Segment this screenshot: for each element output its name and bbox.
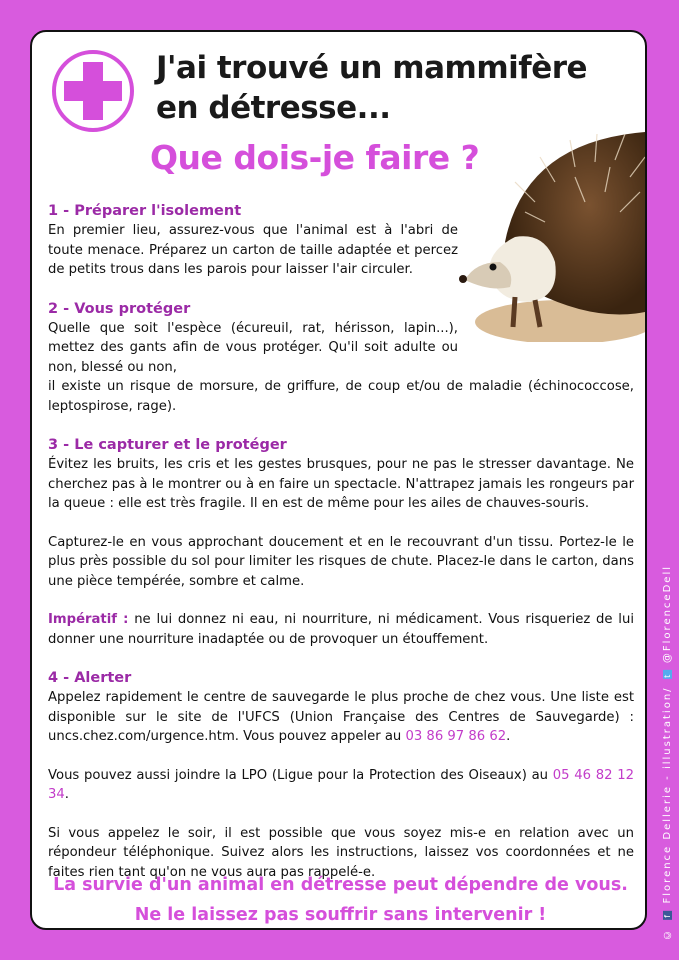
section-4-paragraph-2	[48, 766, 634, 805]
footer-message	[32, 870, 647, 930]
imperatif-text: ne lui donnez ni eau, ni nourriture, ni médicament. Vous risqueriez de lui donner une nourriture inadaptée ou de provoquer un étouffement.	[48, 612, 634, 647]
section-2-text-b: il existe un risque de morsure, de griffure, de coup et/ou de maladie (échinococcose, leptospirose, rage).	[48, 379, 634, 414]
facebook-icon: f	[663, 911, 672, 920]
twitter-icon: t	[663, 672, 672, 678]
section-3	[48, 436, 634, 649]
title-line-2: en détresse...	[156, 90, 391, 126]
section-3-paragraph-2: Capturez-le en vous approchant doucement et en le recouvrant d'un tissu. Portez-le le plus près possible du sol pour limiter les risques de chute. Placez-le dans le carton, dans une pièce tempérée, sombre et calme.	[48, 534, 634, 589]
footer-line-1: La survie d'un animal en détresse peut dépendre de vous.	[53, 875, 628, 895]
section-4-paragraph-1	[48, 688, 634, 747]
poster-card	[30, 30, 647, 930]
title-line-1: J'ai trouvé un mammifère	[156, 50, 588, 86]
imperatif-label: Impératif :	[48, 612, 129, 627]
footer-line-2: Ne le laissez pas souffrir sans intervenir !	[134, 905, 547, 925]
section-4-p2-end: .	[64, 787, 69, 802]
section-4	[48, 669, 634, 882]
section-3-title: 3 - Le capturer et le protéger	[48, 437, 287, 453]
page-subtitle: Que dois-je faire ?	[150, 138, 480, 177]
phone-number-lpo[interactable]: 05 46 82 12 34	[48, 767, 634, 802]
section-4-p1-end: .	[506, 729, 511, 744]
credit-name: Florence Dellerie - illustration/	[662, 686, 673, 904]
illustration-credit	[662, 565, 673, 940]
section-2-title: 2 - Vous protéger	[48, 300, 191, 317]
page-title	[156, 48, 636, 128]
section-4-p1-text: Appelez rapidement le centre de sauvegarde le plus proche de chez vous. Une liste est disponible sur le site de l'UFCS (Union Française des Centres de Sauvegarde) : uncs.chez.com/urgence.htm. Vous pouvez appeler au	[48, 690, 634, 744]
copyright-symbol: ©	[662, 927, 673, 940]
section-4-title: 4 - Alerter	[48, 670, 132, 686]
section-1-text: En premier lieu, assurez-vous que l'animal est à l'abri de toute menace. Préparez un carton de taille adaptée et percez de petits trous dans les parois pour laisser l'air circuler.	[48, 223, 458, 277]
section-4-p2-text: Vous pouvez aussi joindre la LPO (Ligue pour la Protection des Oiseaux) au	[48, 767, 553, 783]
section-1-title: 1 - Préparer l'isolement	[48, 203, 242, 219]
section-1	[48, 202, 634, 280]
content-body	[48, 202, 634, 882]
section-3-paragraph-1: Évitez les bruits, les cris et les gestes brusques, pour ne pas le stresser davantage. Ne cherchez pas à le montrer ou à en faire un spectacle. N'attrapez jamais les rongeurs par la queue : elle est très fragile. Il en est de même pour les ailes de chauves-souris.	[48, 457, 634, 511]
section-2-text-a: Quelle que soit l'espèce (écureuil, rat, hérisson, lapin...), mettez des gants afin de vous protéger. Qu'il soit adulte ou non, blessé ou non,	[48, 320, 458, 375]
medical-cross-icon	[50, 48, 136, 134]
section-2	[48, 300, 634, 417]
section-4-paragraph-3: Si vous appelez le soir, il est possible que vous soyez mis-e en relation avec un répondeur téléphonique. Suivez alors les instructions, laissez vos coordonnées et ne faites rien tant qu'on ne vous aura pas rappelé-e.	[48, 825, 634, 880]
phone-number-ufcs[interactable]: 03 86 97 86 62	[405, 729, 507, 744]
section-3-imperatif	[48, 610, 634, 649]
credit-handle: @FlorenceDell	[662, 565, 673, 664]
